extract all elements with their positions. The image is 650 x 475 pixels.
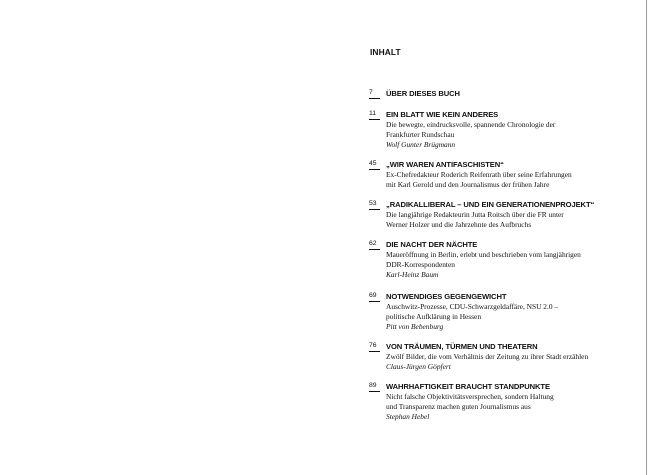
toc-entry-description: Die bewegte, eindrucksvolle, spannende Chronologie der (386, 120, 556, 129)
toc-entry-title: EIN BLATT WIE KEIN ANDERES (386, 110, 499, 119)
toc-page-number: 62 (369, 240, 380, 250)
toc-entry-description: politische Aufklärung in Hessen (386, 312, 482, 321)
toc-entry-title: ÜBER DIESES BUCH (386, 89, 460, 98)
toc-entry-title: WAHRHAFTIGKEIT BRAUCHT STANDPUNKTE (386, 382, 550, 391)
toc-page-number: 89 (369, 382, 380, 392)
toc-entry-author: Wolf Gunter Brügmann (386, 140, 456, 149)
toc-entry-description: Ex-Chefredakteur Roderich Reifenrath über seine Erfahrungen (386, 170, 572, 179)
toc-entry-description: Frankfurter Rundschau (386, 130, 455, 139)
toc-entry-title: DIE NACHT DER NÄCHTE (386, 240, 478, 249)
toc-entry-description: Auschwitz-Prozesse, CDU-Schwarzgeldaffäre, NSU 2.0 – (386, 302, 559, 311)
toc-entry-title: „RADIKALLIBERAL – UND EIN GENERATIONENPROJEKT“ (386, 200, 595, 209)
toc-entry-author: Stephan Hebel (386, 412, 430, 421)
toc-entry-description: Die langjährige Redakteurin Jutta Roitsch über die FR unter (386, 210, 564, 219)
toc-entry-description: DDR-Korrespondenten (386, 260, 455, 269)
toc-entry-title: „WIR WAREN ANTIFASCHISTEN“ (386, 160, 504, 169)
toc-page-number: 45 (369, 160, 380, 170)
toc-entry-description: Zwölf Bilder, die vom Verhältnis der Zeitung zu ihrer Stadt erzählen (386, 352, 589, 361)
toc-page-number: 53 (369, 200, 380, 210)
toc-heading: INHALT (370, 47, 401, 57)
toc-entry-author: Pitt von Bebenburg (386, 322, 444, 331)
page-edge-line (646, 0, 647, 475)
toc-page-number: 11 (369, 110, 380, 120)
toc-entry-title: VON TRÄUMEN, TÜRMEN UND THEATERN (386, 342, 538, 351)
toc-page-number: 69 (369, 292, 380, 302)
toc-page-number: 7 (369, 89, 380, 99)
toc-entry-description: und Transparenz machen guten Journalismus aus (386, 402, 531, 411)
toc-entry-description: Nicht falsche Objektivitätsversprechen, sondern Haltung (386, 392, 554, 401)
toc-entry-description: Maueröffnung in Berlin, erlebt und beschrieben vom langjährigen (386, 250, 581, 259)
toc-page-number: 76 (369, 342, 380, 352)
toc-entry-description: mit Karl Gerold und den Journalismus der frühen Jahre (386, 180, 550, 189)
toc-entry-author: Karl-Heinz Baum (386, 270, 439, 279)
toc-entry-description: Werner Holzer und die Jahrzehnte des Aufbruchs (386, 220, 532, 229)
toc-entry-title: NOTWENDIGES GEGENGEWICHT (386, 292, 507, 301)
toc-entry-author: Claus-Jürgen Göpfert (386, 362, 451, 371)
